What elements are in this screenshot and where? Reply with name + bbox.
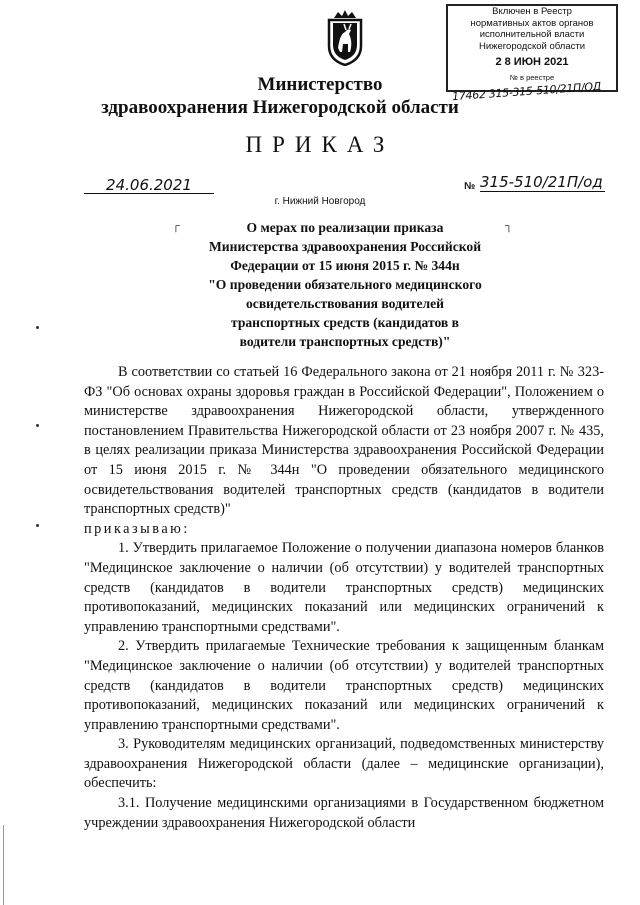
stamp-line: нормативных актов органов	[470, 17, 594, 29]
subject-line: Министерства здравоохранения Российской	[208, 239, 482, 254]
subject-line: транспортных средств (кандидатов в	[230, 315, 460, 330]
order-subject	[180, 218, 510, 351]
order-item-3: 3. Руководителям медицинских организаций, подведомственных министерству здравоохранения Нижегородской области (далее – медицинские организации), обеспечить:	[84, 736, 604, 792]
order-item-3-1: 3.1. Получение медицинскими организациями в Государственном бюджетном учреждении здравоохранения Нижегородской области	[84, 795, 604, 831]
stamp-registry-number: 17462 315-315-510/21П/ОД	[451, 79, 602, 104]
subject-line: водители транспортных средств)"	[239, 334, 451, 349]
order-item-1: 1. Утвердить прилагаемое Положение о получении диапазона номеров бланков "Медицинское заключение о наличии (об отсутствии) у водителей транспортных средств (кандидатов в водители транспортных средств) медицинских противопоказаний, медицинских показаний или медицинских ограничений к управлению транспортными средствами".	[84, 540, 604, 635]
coat-of-arms-emblem	[326, 8, 364, 66]
stamp-line: Нижегородской области	[478, 40, 586, 52]
subject-line: освидетельствования водителей	[246, 296, 444, 311]
scan-mark	[36, 424, 39, 427]
registry-stamp	[446, 4, 618, 92]
subject-line: О мерах по реализации приказа	[246, 220, 444, 235]
stamp-registry-label: № в реестре	[509, 72, 555, 82]
order-item-2: 2. Утвердить прилагаемые Технические требования к защищенным бланкам "Медицинское заключение о наличии (об отсутствии) у водителей транспортных средств (кандидатов в водители транспортных средств) медицинских противопоказаний, медицинских показаний или медицинских ограничений к управлению транспортными средствами".	[84, 638, 604, 733]
document-body	[84, 363, 604, 833]
scan-edge-line	[3, 825, 4, 905]
order-number: 315-510/21П/од	[480, 174, 605, 192]
stamp-line: исполнительной власти	[479, 29, 585, 40]
corner-mark-right: ┐	[505, 220, 513, 232]
scan-mark	[36, 524, 39, 527]
order-word: приказываю:	[84, 520, 190, 537]
scan-mark	[36, 326, 39, 329]
number-sign: №	[464, 181, 476, 192]
stamp-line: Включен в Реестр	[492, 6, 572, 17]
city-label: г. Нижний Новгород	[274, 196, 366, 207]
subject-line: Федерации от 15 июня 2015 г. № 344н	[230, 258, 460, 273]
stamp-date: 2 8 ИЮН 2021	[495, 56, 569, 68]
order-date: 24.06.2021	[84, 178, 214, 194]
ministry-name-line2: здравоохранения Нижегородской области	[101, 97, 459, 118]
subject-line: "О проведении обязательного медицинского	[208, 277, 482, 292]
document-title: ПРИКАЗ	[245, 132, 395, 157]
preamble-paragraph: В соответствии со статьей 16 Федерального закона от 21 ноября 2011 г. № 323-ФЗ "Об основах охраны здоровья граждан в Российской Федерации", Положением о министерстве здравоохранения Нижегородской области, утвержденного постановлением Правительства Нижегородской области от 23 ноября 2007 г. № 435, в целях реализации приказа Министерства здравоохранения Российской Федерации от 15 июня 2015 г. № 344н "О проведении обязательного медицинского освидетельствования водителей транспортных средств (кандидатов в водители транспортных средств)"	[84, 364, 604, 518]
ministry-name-line1: Министерство	[257, 74, 383, 95]
corner-mark-left: ┌	[172, 220, 180, 232]
